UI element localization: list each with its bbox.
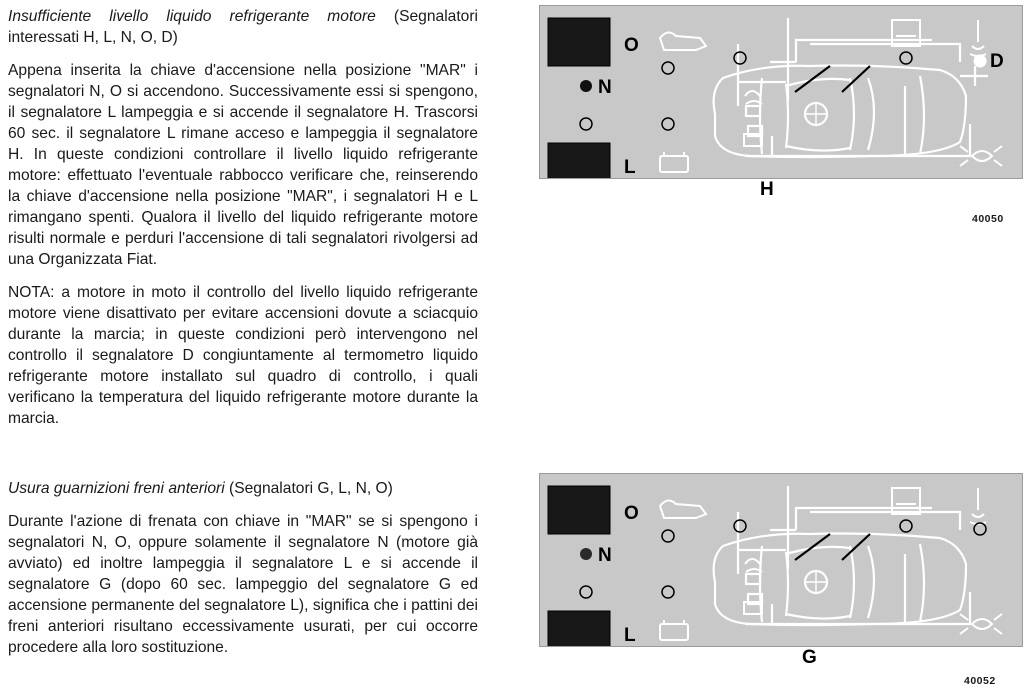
lamp-l [548, 611, 610, 646]
heading-italic: Insufficiente livello liquido refrigerante motore [8, 8, 376, 25]
panel-diagram-svg [540, 6, 1022, 178]
coolant-temperature-icon [970, 488, 986, 524]
section-coolant-level [8, 6, 478, 429]
battery-icon [660, 624, 688, 640]
oil-can-icon [660, 32, 706, 50]
note-paragraph: NOTA: a motore in moto il controllo del livello liquido refrigerante motore viene disattivato per evitare accensioni dovute a sciacquio durante la marcia; in queste condizioni però intervengono nel controllo il segnalatore D congiuntamente al termometro liquido refrigerante motore installato sul quadro di controllo, i quali verificano la temperatura del liquido refrigerante motore durante la marcia. [8, 284, 478, 427]
label-h: H [760, 179, 774, 200]
lamp-o [548, 18, 610, 66]
door-icon [892, 20, 920, 46]
label-o: O [624, 503, 639, 524]
label-l: L [624, 625, 636, 646]
figure-number: 40052 [964, 675, 996, 687]
section-heading [8, 6, 478, 48]
label-g: G [802, 647, 817, 668]
paragraph: Appena inserita la chiave d'accensione nella posizione "MAR" i segnalatori N, O si accendono. Successivamente essi si spengono, il segnalatore L lampeggia e si accende il segnalatore H. Trascorsi 60 sec. il segnalatore L rimane acceso e lampeggia il segnalatore H. In queste condizioni controllare il livello liquido refrigerante motore: effettuato l'eventuale rabbocco verificare che, reinserendo la chiave d'accensione nella posizione "MAR", i segnalatori H e L rimangano spenti. Qualora il livello del liquido refrigerante motore risulti normale e perduri l'accensione di tali segnalatori rivolgersi ad una Organizzata Fiat. [8, 62, 478, 268]
warning-panel-diagram-1 [539, 5, 1023, 200]
door-icon [892, 488, 920, 514]
label-n: N [598, 77, 612, 98]
heading-rest: (Segnalatori interessati H, L, N, O, D) [8, 8, 478, 46]
section-heading [8, 478, 478, 499]
oil-can-icon [660, 500, 706, 518]
lamp-l [548, 143, 610, 178]
paragraph: Durante l'azione di frenata con chiave in "MAR" se si spengono i segnalatori N, O, oppure solamente il segnalatore N (motore già avviato) ed inoltre lampeggia il segnalatore L e si accende il segnalatore G (dopo 60 sec. lampeggio del segnalatore G ed accensione permanente del segnalatore L), significa che i pattini dei freni anteriori risultano eccessivamente usurati, per cui occorre procedere alla loro sostituzione. [8, 513, 478, 656]
lamp-o [548, 486, 610, 534]
section-brake-pads [8, 478, 478, 658]
warning-panel-diagram-2 [539, 473, 1023, 668]
label-o: O [624, 35, 639, 56]
heading-rest: (Segnalatori G, L, N, O) [224, 480, 393, 497]
label-n: N [598, 545, 612, 566]
label-d: D [990, 51, 1004, 72]
label-l: L [624, 157, 636, 178]
heading-italic: Usura guarnizioni freni anteriori [8, 480, 225, 497]
coolant-temperature-icon [970, 20, 986, 56]
battery-icon [660, 156, 688, 172]
panel-diagram-svg [540, 474, 1022, 646]
figure-number: 40050 [972, 213, 1004, 225]
